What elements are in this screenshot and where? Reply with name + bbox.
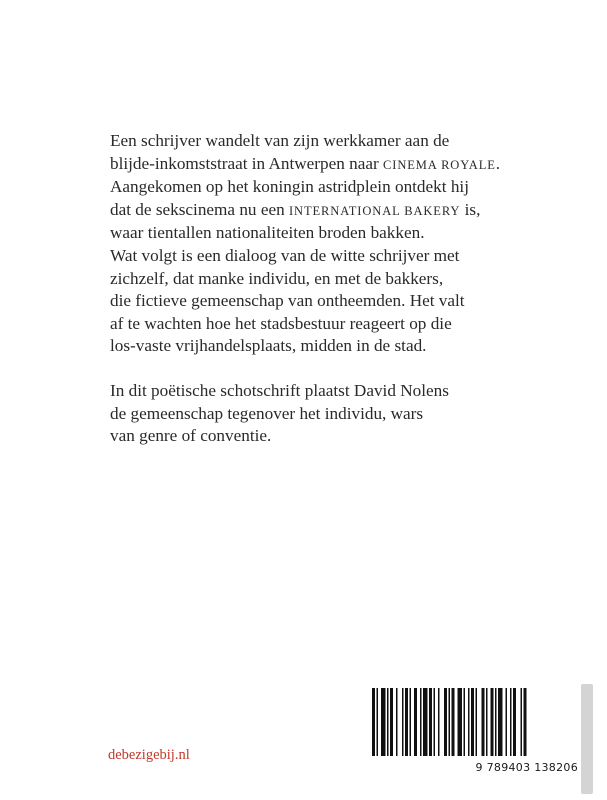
blurb-line: In dit poëtische schotschrift plaatst David Nolens [110, 380, 449, 400]
barcode-bar [510, 688, 512, 756]
barcode-bar [434, 688, 436, 756]
blurb-line: Een schrijver wandelt van zijn werkkamer aan de [110, 131, 450, 150]
blurb-line: dat de sekscinema nu een INTERNATIONAL BAKERY is, [110, 199, 481, 219]
barcode-bars [372, 688, 582, 758]
blurb-line: van genre of conventie. [110, 426, 272, 446]
barcode-bar [429, 688, 432, 756]
barcode-bar [377, 688, 379, 756]
sample-watermark-icon [571, 684, 601, 794]
barcode-bar [423, 688, 428, 756]
barcode-bar [414, 688, 417, 756]
blurb-line: Aangekomen op het koningin astridplein ontdekt hij [110, 177, 469, 197]
barcode-bar [491, 688, 494, 756]
barcode-bar [396, 688, 398, 756]
paragraph-gap [110, 358, 580, 380]
barcode-bar [405, 688, 408, 756]
barcode-bar [444, 688, 447, 756]
barcode-bar [449, 688, 451, 756]
cinema-royale-text: CINEMA ROYALE [383, 157, 496, 172]
barcode-bar [524, 688, 527, 756]
barcode-bar [438, 688, 440, 756]
international-bakery-text: INTERNATIONAL BAKERY [288, 203, 461, 218]
blurb-line: los-vaste vrijhandelsplaats, midden in de stad. [110, 336, 427, 356]
barcode-bar [495, 688, 497, 756]
barcode-bar [482, 688, 485, 756]
barcode-bar [464, 688, 466, 756]
barcode-bar [506, 688, 508, 756]
blurb-line: blijde-inkomststraat in Antwerpen naar CINEMA ROYALE. [110, 153, 501, 173]
barcode-bar [452, 688, 455, 756]
barcode-bar [486, 688, 488, 756]
blurb-line: de gemeenschap tegenover het individu, wars [110, 403, 424, 423]
barcode-bar [387, 688, 389, 756]
isbn-barcode [360, 680, 600, 800]
barcode-bar [390, 688, 393, 756]
barcode-bar [458, 688, 463, 756]
barcode-bar [471, 688, 474, 756]
barcode-bar [410, 688, 412, 756]
blurb-line: Wat volgt is een dialoog van de witte schrijver met [110, 245, 460, 265]
back-cover-blurb [110, 130, 580, 448]
publisher-url[interactable]: debezigebij.nl [108, 747, 190, 763]
isbn-number: 9 789403 138206 [475, 761, 578, 774]
barcode-bar [402, 688, 404, 756]
barcode-bar [381, 688, 386, 756]
barcode-bar [476, 688, 478, 756]
blurb-line: zichzelf, dat manke individu, en met de bakkers, [110, 268, 444, 288]
barcode-bar [521, 688, 523, 756]
blurb-line: af te wachten hoe het stadsbestuur reageert op die [110, 313, 452, 333]
barcode-bar [498, 688, 503, 756]
barcode-bar [468, 688, 470, 756]
blurb-line: die fictieve gemeenschap van ontheemden. Het valt [110, 291, 465, 311]
barcode-bar [513, 688, 516, 756]
blurb-line: waar tientallen nationaliteiten broden bakken. [110, 223, 425, 243]
barcode-bar [372, 688, 375, 756]
barcode-bar [420, 688, 422, 756]
